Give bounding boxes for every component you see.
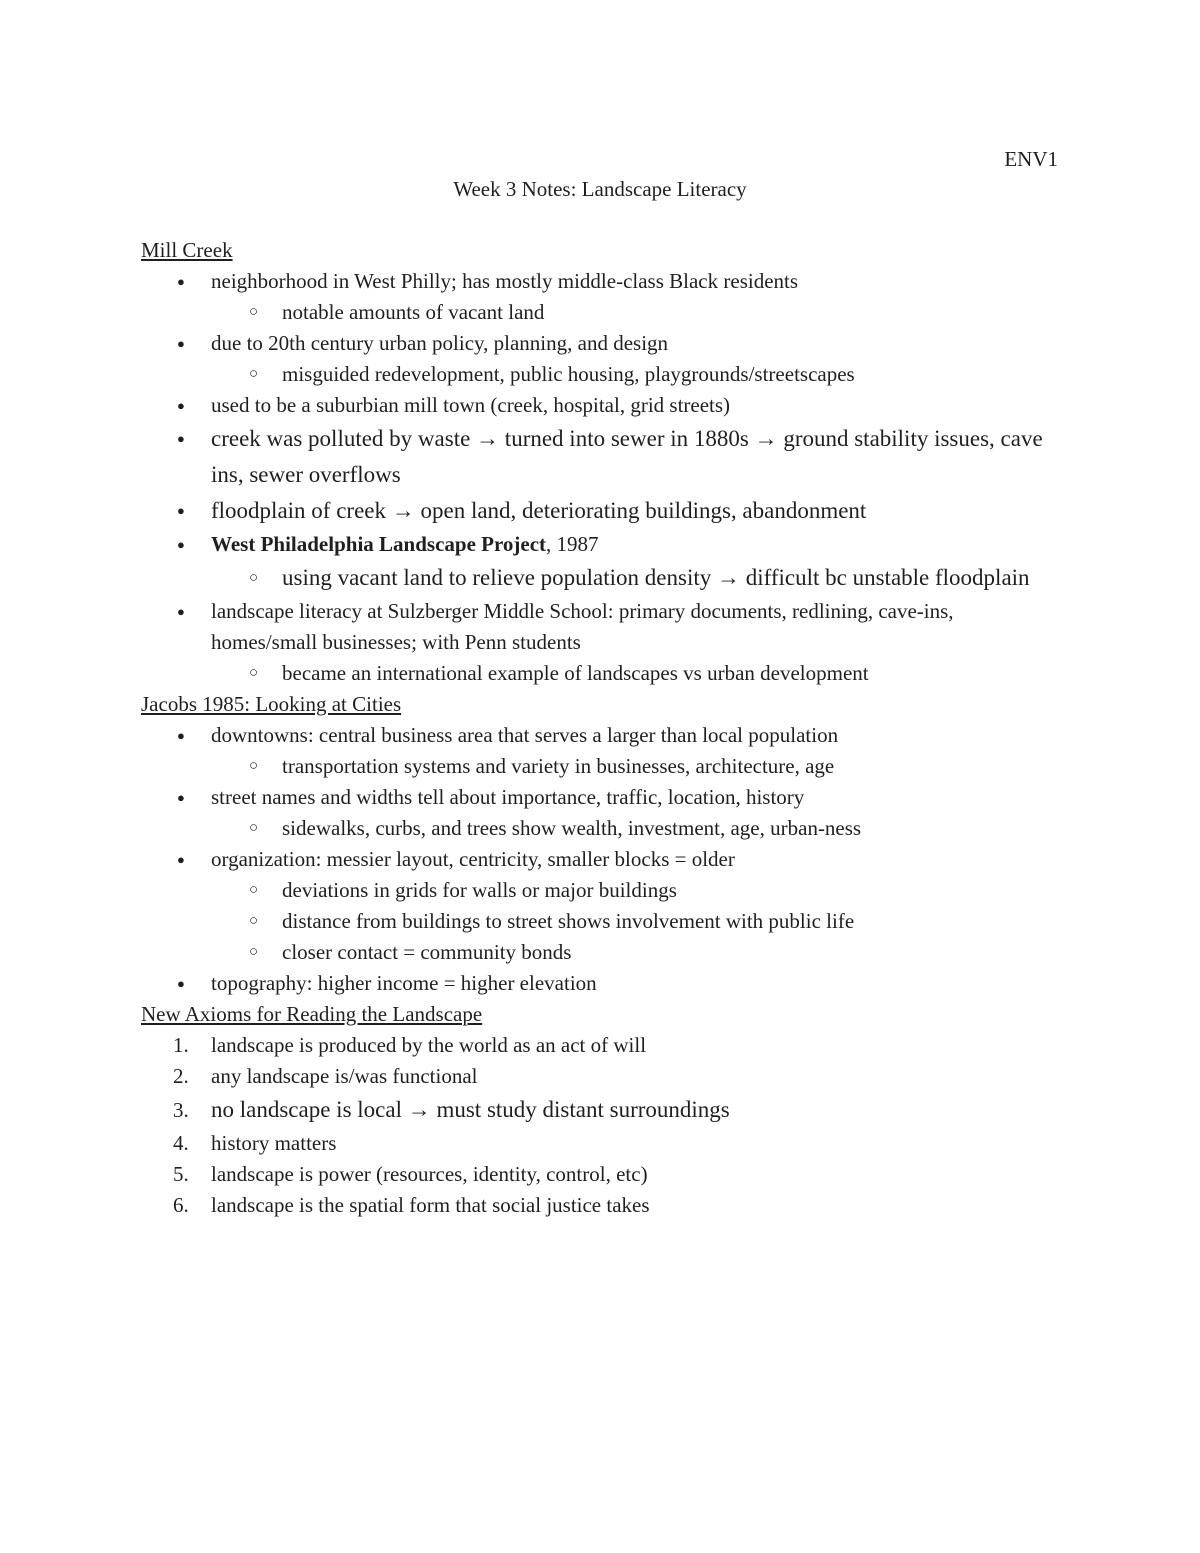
- list-item: [141, 493, 1059, 529]
- numbered-item: [141, 1128, 1059, 1159]
- list-item: [141, 560, 1059, 596]
- numbered-item: [141, 1092, 1059, 1128]
- project-year: , 1987: [546, 532, 599, 556]
- list-item-text: topography: higher income = higher elevation: [211, 971, 597, 995]
- list-item-text: any landscape is/was functional: [211, 1064, 478, 1088]
- section-heading-axioms: New Axioms for Reading the Landscape: [141, 1002, 483, 1026]
- project-name: West Philadelphia Landscape Project: [211, 532, 547, 556]
- bullet-icon: ●: [177, 336, 185, 351]
- list-item-text: misguided redevelopment, public housing, playgrounds/streetscapes: [282, 362, 855, 386]
- list-item-text: history matters: [211, 1131, 337, 1155]
- list-item: [141, 297, 1059, 328]
- list-item-text: street names and widths tell about importance, traffic, location, history: [211, 785, 805, 809]
- list-item-text: no landscape is local → must study distant surroundings: [211, 1097, 730, 1122]
- list-item-text: organization: messier layout, centricity, smaller blocks = older: [211, 847, 735, 871]
- notes-body: [141, 235, 1059, 1221]
- course-code: ENV1: [1004, 147, 1058, 171]
- list-item-text: transportation systems and variety in businesses, architecture, age: [282, 754, 835, 778]
- list-item: [141, 390, 1059, 421]
- list-item-text: notable amounts of vacant land: [282, 300, 545, 324]
- list-number: 3.: [173, 1098, 189, 1122]
- list-item-text: used to be a suburbian mill town (creek, hospital, grid streets): [211, 393, 731, 417]
- list-item-text: landscape is power (resources, identity, control, etc): [211, 1162, 648, 1186]
- list-item-text: sidewalks, curbs, and trees show wealth, investment, age, urban-ness: [282, 816, 862, 840]
- list-item-text: deviations in grids for walls or major buildings: [282, 878, 677, 902]
- list-item: [141, 328, 1059, 359]
- list-item-text: downtowns: central business area that serves a larger than local population: [211, 723, 839, 747]
- list-item: [141, 844, 1059, 875]
- list-item: [141, 359, 1059, 390]
- bullet-icon: ●: [177, 431, 185, 446]
- bullet-icon: ●: [177, 604, 185, 619]
- numbered-item: [141, 1030, 1059, 1061]
- list-number: 2.: [173, 1064, 189, 1088]
- bullet-icon: ●: [177, 852, 185, 867]
- list-item-text: became an international example of landscapes vs urban development: [282, 661, 869, 685]
- list-item: [141, 596, 1059, 658]
- list-number: 4.: [173, 1131, 189, 1155]
- list-item: [141, 906, 1059, 937]
- list-item-text: creek was polluted by waste → turned into sewer in 1880s → ground stability issues, cave ins, sewer overflows: [211, 426, 1043, 487]
- list-item-text: distance from buildings to street shows involvement with public life: [282, 909, 855, 933]
- circle-bullet-icon: ○: [249, 944, 259, 960]
- list-item-text: landscape is the spatial form that social justice takes: [211, 1193, 650, 1217]
- section-heading-mill-creek: Mill Creek: [141, 238, 233, 262]
- list-item: [141, 266, 1059, 297]
- list-item: [141, 782, 1059, 813]
- bullet-icon: ●: [177, 728, 185, 743]
- list-item: [141, 937, 1059, 968]
- list-item-text: neighborhood in West Philly; has mostly middle-class Black residents: [211, 269, 799, 293]
- circle-bullet-icon: ○: [249, 882, 259, 898]
- numbered-item: [141, 1159, 1059, 1190]
- list-item-text: landscape literacy at Sulzberger Middle School: primary documents, redlining, cave-ins, homes/small businesses; with Penn students: [211, 599, 954, 654]
- circle-bullet-icon: ○: [249, 366, 259, 382]
- list-number: 6.: [173, 1193, 189, 1217]
- list-item-text: using vacant land to relieve population density → difficult bc unstable floodplain: [282, 565, 1030, 590]
- list-item: [141, 751, 1059, 782]
- bullet-icon: ●: [177, 274, 185, 289]
- list-item: [141, 529, 1059, 560]
- circle-bullet-icon: ○: [249, 758, 259, 774]
- bullet-icon: ●: [177, 790, 185, 805]
- list-item-text: floodplain of creek → open land, deteriorating buildings, abandonment: [211, 498, 867, 523]
- circle-bullet-icon: ○: [249, 570, 259, 586]
- bullet-icon: ●: [177, 537, 185, 552]
- bullet-icon: ●: [177, 976, 185, 991]
- list-item-text: landscape is produced by the world as an act of will: [211, 1033, 647, 1057]
- list-item: [141, 720, 1059, 751]
- circle-bullet-icon: ○: [249, 820, 259, 836]
- numbered-item: [141, 1190, 1059, 1221]
- list-number: 1.: [173, 1033, 189, 1057]
- list-item: [141, 421, 1059, 493]
- list-item-text: closer contact = community bonds: [282, 940, 572, 964]
- page-title: Week 3 Notes: Landscape Literacy: [453, 177, 747, 201]
- circle-bullet-icon: ○: [249, 913, 259, 929]
- list-item: [141, 658, 1059, 689]
- list-item: [141, 813, 1059, 844]
- list-item-text: due to 20th century urban policy, planning, and design: [211, 331, 669, 355]
- section-heading-jacobs: Jacobs 1985: Looking at Cities: [141, 692, 402, 716]
- list-item: [141, 968, 1059, 999]
- numbered-item: [141, 1061, 1059, 1092]
- circle-bullet-icon: ○: [249, 665, 259, 681]
- bullet-icon: ●: [177, 398, 185, 413]
- list-number: 5.: [173, 1162, 189, 1186]
- circle-bullet-icon: ○: [249, 304, 259, 320]
- list-item: [141, 875, 1059, 906]
- bullet-icon: ●: [177, 503, 185, 518]
